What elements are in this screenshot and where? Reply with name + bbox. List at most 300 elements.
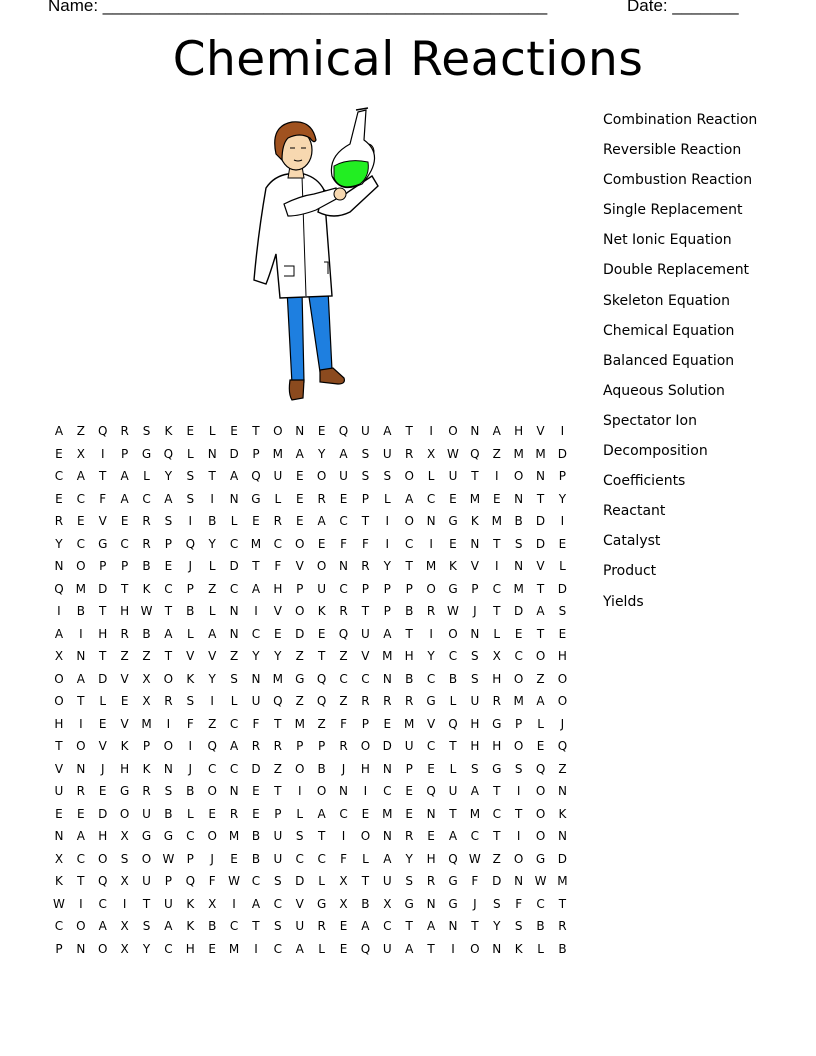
grid-letter[interactable]: T — [493, 829, 501, 844]
grid-letter[interactable]: R — [339, 739, 348, 754]
grid-letter[interactable]: J — [473, 604, 477, 619]
grid-letter[interactable]: C — [426, 491, 436, 506]
grid-letter[interactable]: I — [429, 536, 433, 551]
grid-letter[interactable]: S — [186, 491, 195, 506]
grid-letter[interactable]: B — [186, 784, 195, 799]
grid-letter[interactable]: C — [295, 851, 304, 866]
grid-letter[interactable]: Z — [317, 716, 326, 731]
grid-letter[interactable]: U — [251, 694, 261, 709]
grid-letter[interactable]: B — [142, 626, 151, 641]
grid-letter[interactable]: A — [229, 469, 239, 484]
grid-letter[interactable]: V — [208, 649, 217, 664]
grid-letter[interactable]: I — [429, 626, 433, 641]
grid-letter[interactable]: E — [558, 536, 567, 551]
grid-letter[interactable]: H — [426, 851, 436, 866]
grid-letter[interactable]: M — [141, 716, 152, 731]
grid-letter[interactable]: P — [318, 739, 326, 754]
grid-letter[interactable]: S — [383, 469, 392, 484]
grid-letter[interactable]: O — [513, 469, 524, 484]
grid-letter[interactable]: J — [560, 716, 565, 731]
grid-letter[interactable]: W — [447, 446, 459, 461]
grid-letter[interactable]: E — [252, 784, 260, 799]
grid-letter[interactable]: Q — [316, 694, 327, 709]
grid-letter[interactable]: R — [558, 919, 567, 934]
grid-letter[interactable]: B — [251, 851, 261, 866]
grid-letter[interactable]: E — [274, 626, 282, 641]
grid-letter[interactable]: A — [383, 626, 392, 641]
grid-letter[interactable]: U — [317, 581, 327, 596]
grid-letter[interactable]: C — [448, 649, 458, 664]
grid-letter[interactable]: S — [142, 424, 151, 439]
grid-letter[interactable]: N — [229, 784, 239, 799]
grid-letter[interactable]: T — [252, 919, 260, 934]
grid-letter[interactable]: G — [426, 694, 436, 709]
grid-letter[interactable]: D — [492, 874, 502, 889]
grid-letter[interactable]: T — [55, 739, 63, 754]
grid-letter[interactable]: N — [54, 559, 64, 574]
grid-letter[interactable]: O — [535, 806, 546, 821]
grid-letter[interactable]: Y — [55, 536, 63, 551]
grid-letter[interactable]: T — [493, 784, 501, 799]
grid-letter[interactable]: H — [360, 761, 370, 776]
grid-letter[interactable]: O — [448, 626, 458, 641]
grid-letter[interactable]: T — [558, 896, 567, 911]
grid-letter[interactable]: B — [405, 604, 414, 619]
grid-letter[interactable]: A — [536, 694, 545, 709]
grid-letter[interactable]: E — [383, 716, 392, 731]
grid-letter[interactable]: O — [207, 784, 217, 799]
grid-letter[interactable]: T — [536, 491, 545, 506]
grid-letter[interactable]: C — [54, 919, 64, 934]
grid-letter[interactable]: N — [54, 829, 64, 844]
grid-letter[interactable]: A — [120, 491, 129, 506]
grid-letter[interactable]: G — [251, 491, 261, 506]
grid-letter[interactable]: D — [229, 446, 239, 461]
grid-letter[interactable]: S — [295, 829, 304, 844]
grid-letter[interactable]: I — [451, 941, 455, 956]
grid-letter[interactable]: G — [141, 829, 152, 844]
grid-letter[interactable]: E — [295, 514, 304, 529]
grid-letter[interactable]: O — [295, 536, 305, 551]
grid-letter[interactable]: X — [120, 941, 129, 956]
grid-letter[interactable]: U — [142, 874, 151, 889]
grid-letter[interactable]: I — [560, 514, 565, 529]
grid-letter[interactable]: E — [295, 491, 304, 506]
grid-letter[interactable]: R — [120, 424, 129, 439]
grid-letter[interactable]: G — [404, 896, 414, 911]
grid-letter[interactable]: L — [208, 424, 216, 439]
grid-letter[interactable]: Z — [536, 671, 545, 686]
grid-letter[interactable]: C — [383, 919, 392, 934]
grid-letter[interactable]: C — [229, 919, 239, 934]
grid-letter[interactable]: A — [470, 784, 479, 799]
grid-letter[interactable]: Z — [339, 649, 348, 664]
grid-letter[interactable]: D — [98, 806, 108, 821]
grid-letter[interactable]: W — [534, 874, 547, 889]
grid-letter[interactable]: G — [492, 716, 502, 731]
grid-letter[interactable]: D — [98, 581, 108, 596]
grid-letter[interactable]: U — [273, 851, 283, 866]
grid-letter[interactable]: M — [469, 806, 481, 821]
grid-letter[interactable]: E — [317, 626, 326, 641]
grid-letter[interactable]: N — [426, 896, 436, 911]
grid-letter[interactable]: A — [164, 919, 173, 934]
grid-letter[interactable]: L — [230, 694, 238, 709]
grid-letter[interactable]: R — [76, 784, 85, 799]
grid-letter[interactable]: Q — [557, 739, 568, 754]
grid-letter[interactable]: I — [341, 829, 346, 844]
grid-letter[interactable]: E — [208, 806, 216, 821]
grid-letter[interactable]: I — [297, 784, 302, 799]
grid-letter[interactable]: G — [163, 829, 174, 844]
grid-letter[interactable]: T — [493, 604, 501, 619]
grid-letter[interactable]: L — [230, 514, 238, 529]
grid-letter[interactable]: M — [513, 581, 524, 596]
grid-letter[interactable]: V — [120, 671, 129, 686]
grid-letter[interactable]: E — [230, 424, 238, 439]
grid-letter[interactable]: N — [492, 941, 502, 956]
grid-letter[interactable]: X — [492, 649, 501, 664]
grid-letter[interactable]: P — [405, 761, 413, 776]
grid-letter[interactable]: U — [382, 941, 392, 956]
grid-letter[interactable]: Y — [274, 649, 282, 664]
grid-letter[interactable]: P — [383, 604, 391, 619]
grid-letter[interactable]: Q — [338, 626, 349, 641]
grid-letter[interactable]: E — [405, 806, 413, 821]
grid-letter[interactable]: B — [514, 514, 523, 529]
grid-letter[interactable]: U — [54, 784, 64, 799]
grid-letter[interactable]: A — [98, 919, 107, 934]
grid-letter[interactable]: Y — [558, 491, 567, 506]
grid-letter[interactable]: H — [185, 941, 195, 956]
grid-letter[interactable]: S — [361, 469, 370, 484]
grid-letter[interactable]: V — [120, 716, 129, 731]
grid-letter[interactable]: R — [164, 694, 173, 709]
grid-letter[interactable]: I — [494, 469, 499, 484]
grid-letter[interactable]: P — [405, 581, 413, 596]
grid-letter[interactable]: R — [273, 739, 283, 754]
grid-letter[interactable]: X — [54, 851, 64, 866]
grid-letter[interactable]: V — [186, 649, 195, 664]
grid-letter[interactable]: B — [558, 941, 567, 956]
grid-letter[interactable]: M — [513, 694, 524, 709]
grid-letter[interactable]: O — [448, 424, 458, 439]
grid-letter[interactable]: N — [76, 761, 86, 776]
grid-letter[interactable]: O — [98, 941, 108, 956]
grid-letter[interactable]: L — [186, 626, 194, 641]
grid-letter[interactable]: Y — [208, 671, 216, 686]
grid-letter[interactable]: W — [53, 896, 65, 911]
grid-letter[interactable]: Z — [120, 649, 129, 664]
grid-letter[interactable]: C — [229, 761, 239, 776]
grid-letter[interactable]: Z — [558, 761, 567, 776]
grid-letter[interactable]: Q — [185, 874, 196, 889]
grid-letter[interactable]: F — [252, 716, 260, 731]
grid-letter[interactable]: L — [537, 941, 544, 956]
grid-letter[interactable]: T — [471, 919, 479, 934]
grid-letter[interactable]: Q — [470, 446, 480, 461]
grid-letter[interactable]: M — [404, 716, 415, 731]
grid-letter[interactable]: J — [210, 851, 214, 866]
grid-letter[interactable]: Y — [427, 649, 435, 664]
grid-letter[interactable]: S — [471, 649, 479, 664]
grid-letter[interactable]: H — [54, 716, 64, 731]
grid-letter[interactable]: A — [317, 514, 326, 529]
grid-letter[interactable]: E — [317, 424, 326, 439]
grid-letter[interactable]: C — [273, 896, 283, 911]
grid-letter[interactable]: X — [208, 896, 217, 911]
grid-letter[interactable]: A — [492, 424, 501, 439]
grid-letter[interactable]: Y — [383, 559, 391, 574]
grid-letter[interactable]: G — [448, 514, 458, 529]
grid-letter[interactable]: E — [55, 491, 63, 506]
grid-letter[interactable]: O — [54, 694, 64, 709]
grid-letter[interactable]: X — [426, 446, 436, 461]
grid-letter[interactable]: Q — [360, 941, 371, 956]
grid-letter[interactable]: E — [361, 806, 370, 821]
grid-letter[interactable]: N — [448, 919, 458, 934]
grid-letter[interactable]: D — [295, 626, 305, 641]
grid-letter[interactable]: R — [426, 604, 436, 619]
grid-letter[interactable]: I — [100, 446, 105, 461]
grid-letter[interactable]: M — [250, 536, 262, 551]
grid-letter[interactable]: O — [535, 784, 546, 799]
grid-letter[interactable]: L — [362, 851, 369, 866]
grid-letter[interactable]: Z — [273, 761, 282, 776]
grid-letter[interactable]: U — [339, 469, 348, 484]
grid-letter[interactable]: L — [99, 694, 107, 709]
grid-letter[interactable]: I — [122, 896, 127, 911]
grid-letter[interactable]: T — [99, 469, 107, 484]
grid-letter[interactable]: R — [229, 806, 239, 821]
grid-letter[interactable]: A — [361, 919, 370, 934]
grid-letter[interactable]: X — [120, 874, 129, 889]
grid-letter[interactable]: K — [449, 559, 457, 574]
grid-letter[interactable]: K — [470, 514, 479, 529]
grid-letter[interactable]: T — [120, 581, 129, 596]
grid-letter[interactable]: I — [516, 784, 521, 799]
grid-letter[interactable]: C — [383, 784, 392, 799]
grid-letter[interactable]: R — [142, 784, 151, 799]
grid-letter[interactable]: A — [76, 829, 85, 844]
grid-letter[interactable]: X — [339, 896, 348, 911]
grid-letter[interactable]: V — [361, 649, 370, 664]
grid-letter[interactable]: T — [164, 604, 173, 619]
grid-letter[interactable]: U — [273, 829, 283, 844]
grid-letter[interactable]: F — [515, 896, 523, 911]
grid-letter[interactable]: O — [141, 851, 152, 866]
grid-letter[interactable]: C — [142, 491, 151, 506]
grid-letter[interactable]: O — [295, 604, 305, 619]
grid-letter[interactable]: Y — [164, 469, 173, 484]
grid-letter[interactable]: T — [471, 469, 479, 484]
grid-letter[interactable]: I — [429, 424, 433, 439]
grid-letter[interactable]: R — [251, 739, 261, 754]
grid-letter[interactable]: A — [164, 626, 173, 641]
grid-letter[interactable]: V — [295, 896, 304, 911]
grid-letter[interactable]: G — [141, 446, 152, 461]
grid-letter[interactable]: L — [208, 559, 216, 574]
grid-letter[interactable]: I — [385, 536, 390, 551]
grid-letter[interactable]: F — [186, 716, 194, 731]
grid-letter[interactable]: A — [448, 829, 458, 844]
grid-letter[interactable]: Z — [229, 649, 239, 664]
grid-letter[interactable]: B — [208, 514, 217, 529]
grid-letter[interactable]: P — [186, 851, 194, 866]
grid-letter[interactable]: N — [536, 469, 546, 484]
grid-letter[interactable]: M — [272, 671, 284, 686]
grid-letter[interactable]: O — [535, 649, 546, 664]
grid-letter[interactable]: P — [296, 581, 304, 596]
grid-letter[interactable]: K — [55, 874, 63, 889]
grid-letter[interactable]: L — [296, 806, 304, 821]
grid-letter[interactable]: A — [54, 424, 64, 439]
grid-letter[interactable]: M — [294, 716, 305, 731]
grid-letter[interactable]: N — [382, 761, 392, 776]
grid-letter[interactable]: T — [405, 424, 413, 439]
grid-letter[interactable]: H — [120, 604, 130, 619]
grid-letter[interactable]: V — [470, 559, 479, 574]
grid-letter[interactable]: A — [229, 739, 239, 754]
grid-letter[interactable]: M — [75, 581, 87, 596]
grid-letter[interactable]: C — [76, 491, 86, 506]
grid-letter[interactable]: I — [232, 896, 236, 911]
grid-letter[interactable]: E — [77, 514, 85, 529]
grid-letter[interactable]: N — [514, 559, 524, 574]
grid-letter[interactable]: S — [558, 604, 567, 619]
grid-letter[interactable]: E — [252, 514, 260, 529]
grid-letter[interactable]: X — [76, 446, 85, 461]
grid-letter[interactable]: P — [99, 559, 107, 574]
grid-letter[interactable]: E — [492, 491, 501, 506]
grid-letter[interactable]: C — [339, 806, 348, 821]
grid-letter[interactable]: T — [536, 581, 545, 596]
grid-letter[interactable]: T — [274, 784, 282, 799]
grid-letter[interactable]: A — [536, 604, 545, 619]
grid-letter[interactable]: O — [54, 671, 64, 686]
grid-letter[interactable]: N — [251, 671, 261, 686]
grid-letter[interactable]: X — [383, 896, 392, 911]
grid-letter[interactable]: G — [535, 851, 546, 866]
grid-letter[interactable]: T — [405, 626, 413, 641]
grid-letter[interactable]: R — [317, 491, 326, 506]
grid-letter[interactable]: H — [492, 739, 502, 754]
grid-letter[interactable]: R — [426, 874, 436, 889]
grid-letter[interactable]: M — [535, 446, 546, 461]
grid-letter[interactable]: T — [77, 694, 85, 709]
grid-letter[interactable]: R — [361, 559, 370, 574]
grid-letter[interactable]: D — [251, 761, 261, 776]
grid-letter[interactable]: Z — [208, 716, 217, 731]
grid-letter[interactable]: N — [339, 559, 349, 574]
grid-letter[interactable]: T — [449, 806, 457, 821]
grid-letter[interactable]: Z — [76, 424, 85, 439]
grid-letter[interactable]: K — [186, 671, 195, 686]
grid-letter[interactable]: K — [186, 896, 195, 911]
grid-letter[interactable]: O — [404, 469, 414, 484]
grid-letter[interactable]: G — [295, 671, 305, 686]
grid-letter[interactable]: N — [470, 626, 480, 641]
grid-letter[interactable]: T — [208, 469, 216, 484]
grid-letter[interactable]: Q — [448, 716, 458, 731]
grid-letter[interactable]: K — [120, 739, 129, 754]
grid-letter[interactable]: V — [98, 739, 107, 754]
grid-letter[interactable]: D — [557, 581, 568, 596]
grid-letter[interactable]: E — [558, 626, 567, 641]
grid-letter[interactable]: Q — [316, 671, 327, 686]
grid-letter[interactable]: A — [339, 446, 348, 461]
grid-letter[interactable]: O — [513, 851, 524, 866]
grid-letter[interactable]: I — [57, 604, 61, 619]
grid-letter[interactable]: T — [99, 604, 107, 619]
grid-letter[interactable]: T — [449, 739, 457, 754]
grid-letter[interactable]: D — [229, 559, 239, 574]
grid-letter[interactable]: F — [471, 874, 479, 889]
grid-letter[interactable]: D — [382, 739, 392, 754]
grid-letter[interactable]: R — [361, 694, 370, 709]
grid-letter[interactable]: O — [98, 851, 108, 866]
grid-letter[interactable]: Y — [252, 649, 260, 664]
grid-letter[interactable]: P — [361, 491, 370, 506]
grid-letter[interactable]: G — [119, 784, 130, 799]
grid-letter[interactable]: P — [471, 581, 479, 596]
grid-letter[interactable]: N — [426, 514, 436, 529]
grid-letter[interactable]: L — [449, 694, 457, 709]
grid-letter[interactable]: R — [54, 514, 64, 529]
grid-letter[interactable]: R — [405, 694, 414, 709]
grid-letter[interactable]: T — [142, 896, 151, 911]
grid-letter[interactable]: C — [492, 581, 501, 596]
grid-letter[interactable]: R — [317, 919, 326, 934]
grid-letter[interactable]: H — [470, 716, 480, 731]
grid-letter[interactable]: C — [426, 671, 436, 686]
grid-letter[interactable]: H — [492, 671, 502, 686]
grid-letter[interactable]: A — [208, 626, 217, 641]
grid-letter[interactable]: N — [470, 424, 480, 439]
grid-letter[interactable]: D — [557, 446, 568, 461]
grid-letter[interactable]: P — [274, 806, 282, 821]
grid-letter[interactable]: C — [405, 536, 414, 551]
grid-letter[interactable]: M — [272, 446, 284, 461]
grid-letter[interactable]: A — [295, 446, 304, 461]
grid-letter[interactable]: G — [448, 581, 458, 596]
grid-letter[interactable]: S — [514, 919, 523, 934]
grid-letter[interactable]: P — [142, 739, 151, 754]
grid-letter[interactable]: C — [536, 896, 545, 911]
grid-letter[interactable]: C — [207, 761, 217, 776]
grid-letter[interactable]: S — [230, 671, 238, 686]
grid-letter[interactable]: C — [339, 671, 348, 686]
grid-letter[interactable]: B — [142, 559, 151, 574]
grid-letter[interactable]: J — [188, 559, 193, 574]
grid-letter[interactable]: C — [164, 581, 173, 596]
grid-letter[interactable]: F — [361, 536, 369, 551]
grid-letter[interactable]: C — [426, 739, 436, 754]
grid-letter[interactable]: L — [274, 491, 282, 506]
grid-letter[interactable]: P — [361, 581, 370, 596]
grid-letter[interactable]: E — [339, 941, 348, 956]
grid-letter[interactable]: O — [316, 559, 327, 574]
grid-letter[interactable]: L — [208, 604, 216, 619]
grid-letter[interactable]: C — [54, 469, 64, 484]
grid-letter[interactable]: C — [251, 874, 261, 889]
grid-letter[interactable]: A — [383, 424, 392, 439]
grid-letter[interactable]: Z — [208, 581, 217, 596]
grid-letter[interactable]: M — [491, 514, 502, 529]
grid-letter[interactable]: P — [55, 941, 63, 956]
grid-letter[interactable]: Q — [98, 874, 108, 889]
grid-letter[interactable]: B — [186, 604, 195, 619]
